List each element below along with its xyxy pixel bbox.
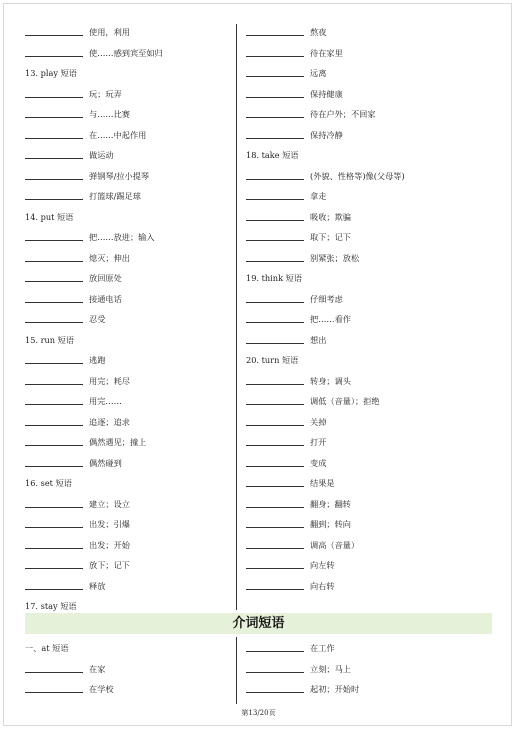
phrase-row — [25, 371, 230, 392]
section-heading-text: 13. play 短语 — [25, 68, 77, 78]
column-divider — [236, 24, 237, 610]
phrase-row — [25, 289, 230, 310]
phrase-meaning: 熄灭；伸出 — [89, 252, 130, 263]
phrase-meaning: 向右转 — [310, 580, 335, 591]
phrase-meaning: 想出 — [310, 334, 327, 345]
phrase-row — [25, 43, 230, 64]
phrase-meaning: 结果是 — [310, 478, 335, 488]
section-heading — [25, 330, 230, 351]
phrase-row — [25, 659, 230, 680]
section-heading-text: 16. set 短语 — [25, 478, 72, 488]
phrase-meaning: 调高（音量） — [310, 539, 360, 550]
phrase-row — [246, 638, 496, 659]
phrase-meaning: 做运动 — [89, 150, 114, 160]
answer-blank — [246, 35, 304, 36]
answer-blank — [25, 302, 83, 303]
left-column — [25, 22, 230, 617]
phrase-row — [246, 473, 496, 494]
answer-blank — [25, 281, 83, 282]
phrase-meaning: 调低（音量）；拒绝 — [310, 396, 380, 406]
answer-blank — [246, 302, 304, 303]
phrase-row — [246, 43, 496, 64]
section-heading-text: 14. put 短语 — [25, 211, 74, 222]
phrase-row — [246, 659, 496, 680]
phrase-meaning: 在家 — [89, 663, 106, 674]
phrase-meaning: 吸收；欺骗 — [310, 211, 351, 222]
section-heading — [25, 473, 230, 494]
section-heading — [246, 350, 496, 371]
phrase-row — [246, 22, 496, 43]
answer-blank — [246, 466, 304, 467]
phrase-meaning: 别紧张；放松 — [310, 252, 360, 263]
phrase-meaning: 立刻；马上 — [310, 663, 351, 674]
phrase-row — [246, 125, 496, 146]
phrase-row — [246, 432, 496, 453]
phrase-row — [25, 555, 230, 576]
page-number: 第13/20页 — [241, 709, 276, 717]
phrase-row — [246, 679, 496, 700]
phrase-meaning: 远离 — [310, 68, 327, 78]
answer-blank — [246, 56, 304, 57]
phrase-meaning: 在……中起作用 — [89, 129, 147, 140]
phrase-row — [246, 412, 496, 433]
phrase-meaning: 向左转 — [310, 560, 335, 570]
answer-blank — [246, 507, 304, 508]
phrase-meaning: 释放 — [89, 580, 106, 591]
phrase-meaning: 使用，利用 — [89, 27, 130, 37]
phrase-meaning: 建立；设立 — [89, 498, 130, 509]
answer-blank — [246, 240, 304, 241]
phrase-meaning: 在工作 — [310, 643, 335, 653]
answer-blank — [25, 692, 83, 693]
phrase-meaning: 出发；开始 — [89, 539, 130, 550]
phrase-meaning: 保持冷静 — [310, 129, 343, 140]
phrase-row — [246, 289, 496, 310]
phrase-meaning: 熬夜 — [310, 27, 327, 37]
answer-blank — [25, 568, 83, 569]
answer-blank — [246, 404, 304, 405]
phrase-row — [246, 330, 496, 351]
bottom-right-column — [246, 638, 496, 700]
answer-blank — [246, 220, 304, 221]
phrase-row — [25, 514, 230, 535]
answer-blank — [246, 527, 304, 528]
column-divider-bottom — [236, 637, 237, 704]
phrase-row — [246, 186, 496, 207]
answer-blank — [25, 35, 83, 36]
phrase-meaning: 把……放进；输入 — [89, 232, 155, 242]
phrase-meaning: 打篮球/踢足球 — [89, 191, 141, 201]
answer-blank — [25, 672, 83, 673]
answer-blank — [246, 589, 304, 590]
phrase-row — [25, 309, 230, 330]
section-heading-text: 17. stay 短语 — [25, 601, 77, 611]
section-heading — [25, 63, 230, 84]
answer-blank — [246, 343, 304, 344]
phrase-row — [246, 104, 496, 125]
section-heading — [25, 207, 230, 228]
phrase-row — [246, 514, 496, 535]
section-heading-text: 15. run 短语 — [25, 334, 75, 345]
phrase-row — [246, 207, 496, 228]
section-heading-text: 18. take 短语 — [246, 150, 299, 160]
phrase-meaning: 翻到；转向 — [310, 519, 351, 529]
phrase-meaning: 转身；调头 — [310, 375, 351, 386]
answer-blank — [25, 261, 83, 262]
phrase-row — [25, 166, 230, 187]
phrase-meaning: 出发；引爆 — [89, 519, 130, 529]
answer-blank — [246, 322, 304, 323]
phrase-row — [25, 494, 230, 515]
phrase-meaning: 仔细考虑 — [310, 293, 343, 304]
answer-blank — [25, 404, 83, 405]
phrase-row — [25, 186, 230, 207]
phrase-meaning: 关掉 — [310, 416, 327, 427]
phrase-meaning: 翻身；翻转 — [310, 498, 351, 509]
answer-blank — [246, 179, 304, 180]
phrase-meaning: 偶然碰到 — [89, 457, 122, 468]
phrase-meaning: 起初；开始时 — [310, 684, 360, 694]
answer-blank — [246, 138, 304, 139]
answer-blank — [246, 97, 304, 98]
section-heading-text: 一、at 短语 — [25, 643, 69, 653]
answer-blank — [25, 589, 83, 590]
answer-blank — [25, 445, 83, 446]
section-heading-text: 19. think 短语 — [246, 273, 303, 283]
phrase-row — [246, 494, 496, 515]
phrase-row — [246, 391, 496, 412]
phrase-row — [25, 350, 230, 371]
section-heading — [246, 145, 496, 166]
section-heading — [25, 638, 230, 659]
answer-blank — [25, 425, 83, 426]
phrase-row — [246, 166, 496, 187]
phrase-row — [25, 84, 230, 105]
section-heading — [246, 268, 496, 289]
answer-blank — [246, 445, 304, 446]
section-banner: 介词短语 — [25, 613, 492, 634]
answer-blank — [246, 384, 304, 385]
phrase-meaning: 保持健康 — [310, 88, 343, 99]
answer-blank — [25, 240, 83, 241]
phrase-row — [25, 432, 230, 453]
phrase-row — [25, 104, 230, 125]
bottom-left-column — [25, 638, 230, 700]
phrase-row — [246, 248, 496, 269]
section-heading-text: 20. turn 短语 — [246, 355, 299, 365]
phrase-row — [246, 453, 496, 474]
phrase-row — [25, 248, 230, 269]
phrase-meaning: 拿走 — [310, 191, 327, 201]
answer-blank — [25, 384, 83, 385]
answer-blank — [25, 97, 83, 98]
answer-blank — [246, 692, 304, 693]
answer-blank — [25, 322, 83, 323]
answer-blank — [246, 425, 304, 426]
phrase-row — [25, 268, 230, 289]
phrase-row — [25, 576, 230, 597]
phrase-meaning: 与……比赛 — [89, 109, 130, 119]
answer-blank — [25, 527, 83, 528]
phrase-meaning: 变成 — [310, 457, 327, 468]
answer-blank — [246, 651, 304, 652]
phrase-meaning: 取下；记下 — [310, 232, 351, 242]
answer-blank — [25, 507, 83, 508]
answer-blank — [25, 548, 83, 549]
phrase-row — [25, 125, 230, 146]
phrase-row — [25, 227, 230, 248]
answer-blank — [25, 158, 83, 159]
phrase-row — [246, 63, 496, 84]
phrase-row — [25, 412, 230, 433]
answer-blank — [25, 179, 83, 180]
phrase-meaning: 用完…… — [89, 396, 122, 406]
phrase-row — [25, 145, 230, 166]
phrase-meaning: 待在家里 — [310, 47, 343, 58]
phrase-meaning: 追逐；追求 — [89, 416, 130, 427]
answer-blank — [246, 199, 304, 200]
phrase-meaning: 使……感到宾至如归 — [89, 47, 163, 58]
phrase-row — [246, 555, 496, 576]
phrase-row — [25, 453, 230, 474]
answer-blank — [25, 199, 83, 200]
phrase-meaning: 偶然遇见；撞上 — [89, 437, 147, 447]
phrase-meaning: 逃跑 — [89, 355, 106, 365]
phrase-meaning: 在学校 — [89, 684, 114, 694]
phrase-meaning: 玩；玩弄 — [89, 88, 122, 99]
answer-blank — [246, 548, 304, 549]
phrase-meaning: 用完；耗尽 — [89, 375, 130, 386]
answer-blank — [25, 56, 83, 57]
phrase-meaning: (外貌、性格等)像(父母等) — [310, 170, 405, 181]
phrase-meaning: 忍受 — [89, 314, 106, 324]
answer-blank — [246, 117, 304, 118]
right-column — [246, 22, 496, 596]
phrase-row — [246, 535, 496, 556]
answer-blank — [246, 672, 304, 673]
phrase-row — [246, 576, 496, 597]
answer-blank — [246, 76, 304, 77]
phrase-meaning: 放回原处 — [89, 273, 122, 283]
answer-blank — [25, 138, 83, 139]
phrase-meaning: 待在户外；不回家 — [310, 109, 376, 119]
phrase-row — [246, 309, 496, 330]
answer-blank — [246, 486, 304, 487]
answer-blank — [246, 568, 304, 569]
phrase-meaning: 接通电话 — [89, 293, 122, 304]
answer-blank — [25, 466, 83, 467]
phrase-meaning: 把……看作 — [310, 314, 351, 324]
phrase-row — [246, 84, 496, 105]
phrase-row — [246, 227, 496, 248]
phrase-meaning: 打开 — [310, 437, 327, 447]
phrase-row — [25, 22, 230, 43]
phrase-row — [246, 371, 496, 392]
phrase-row — [25, 679, 230, 700]
phrase-meaning: 放下；记下 — [89, 560, 130, 570]
phrase-row — [25, 391, 230, 412]
answer-blank — [25, 117, 83, 118]
phrase-meaning: 弹钢琴/拉小提琴 — [89, 170, 150, 181]
answer-blank — [25, 363, 83, 364]
answer-blank — [246, 261, 304, 262]
phrase-row — [25, 535, 230, 556]
